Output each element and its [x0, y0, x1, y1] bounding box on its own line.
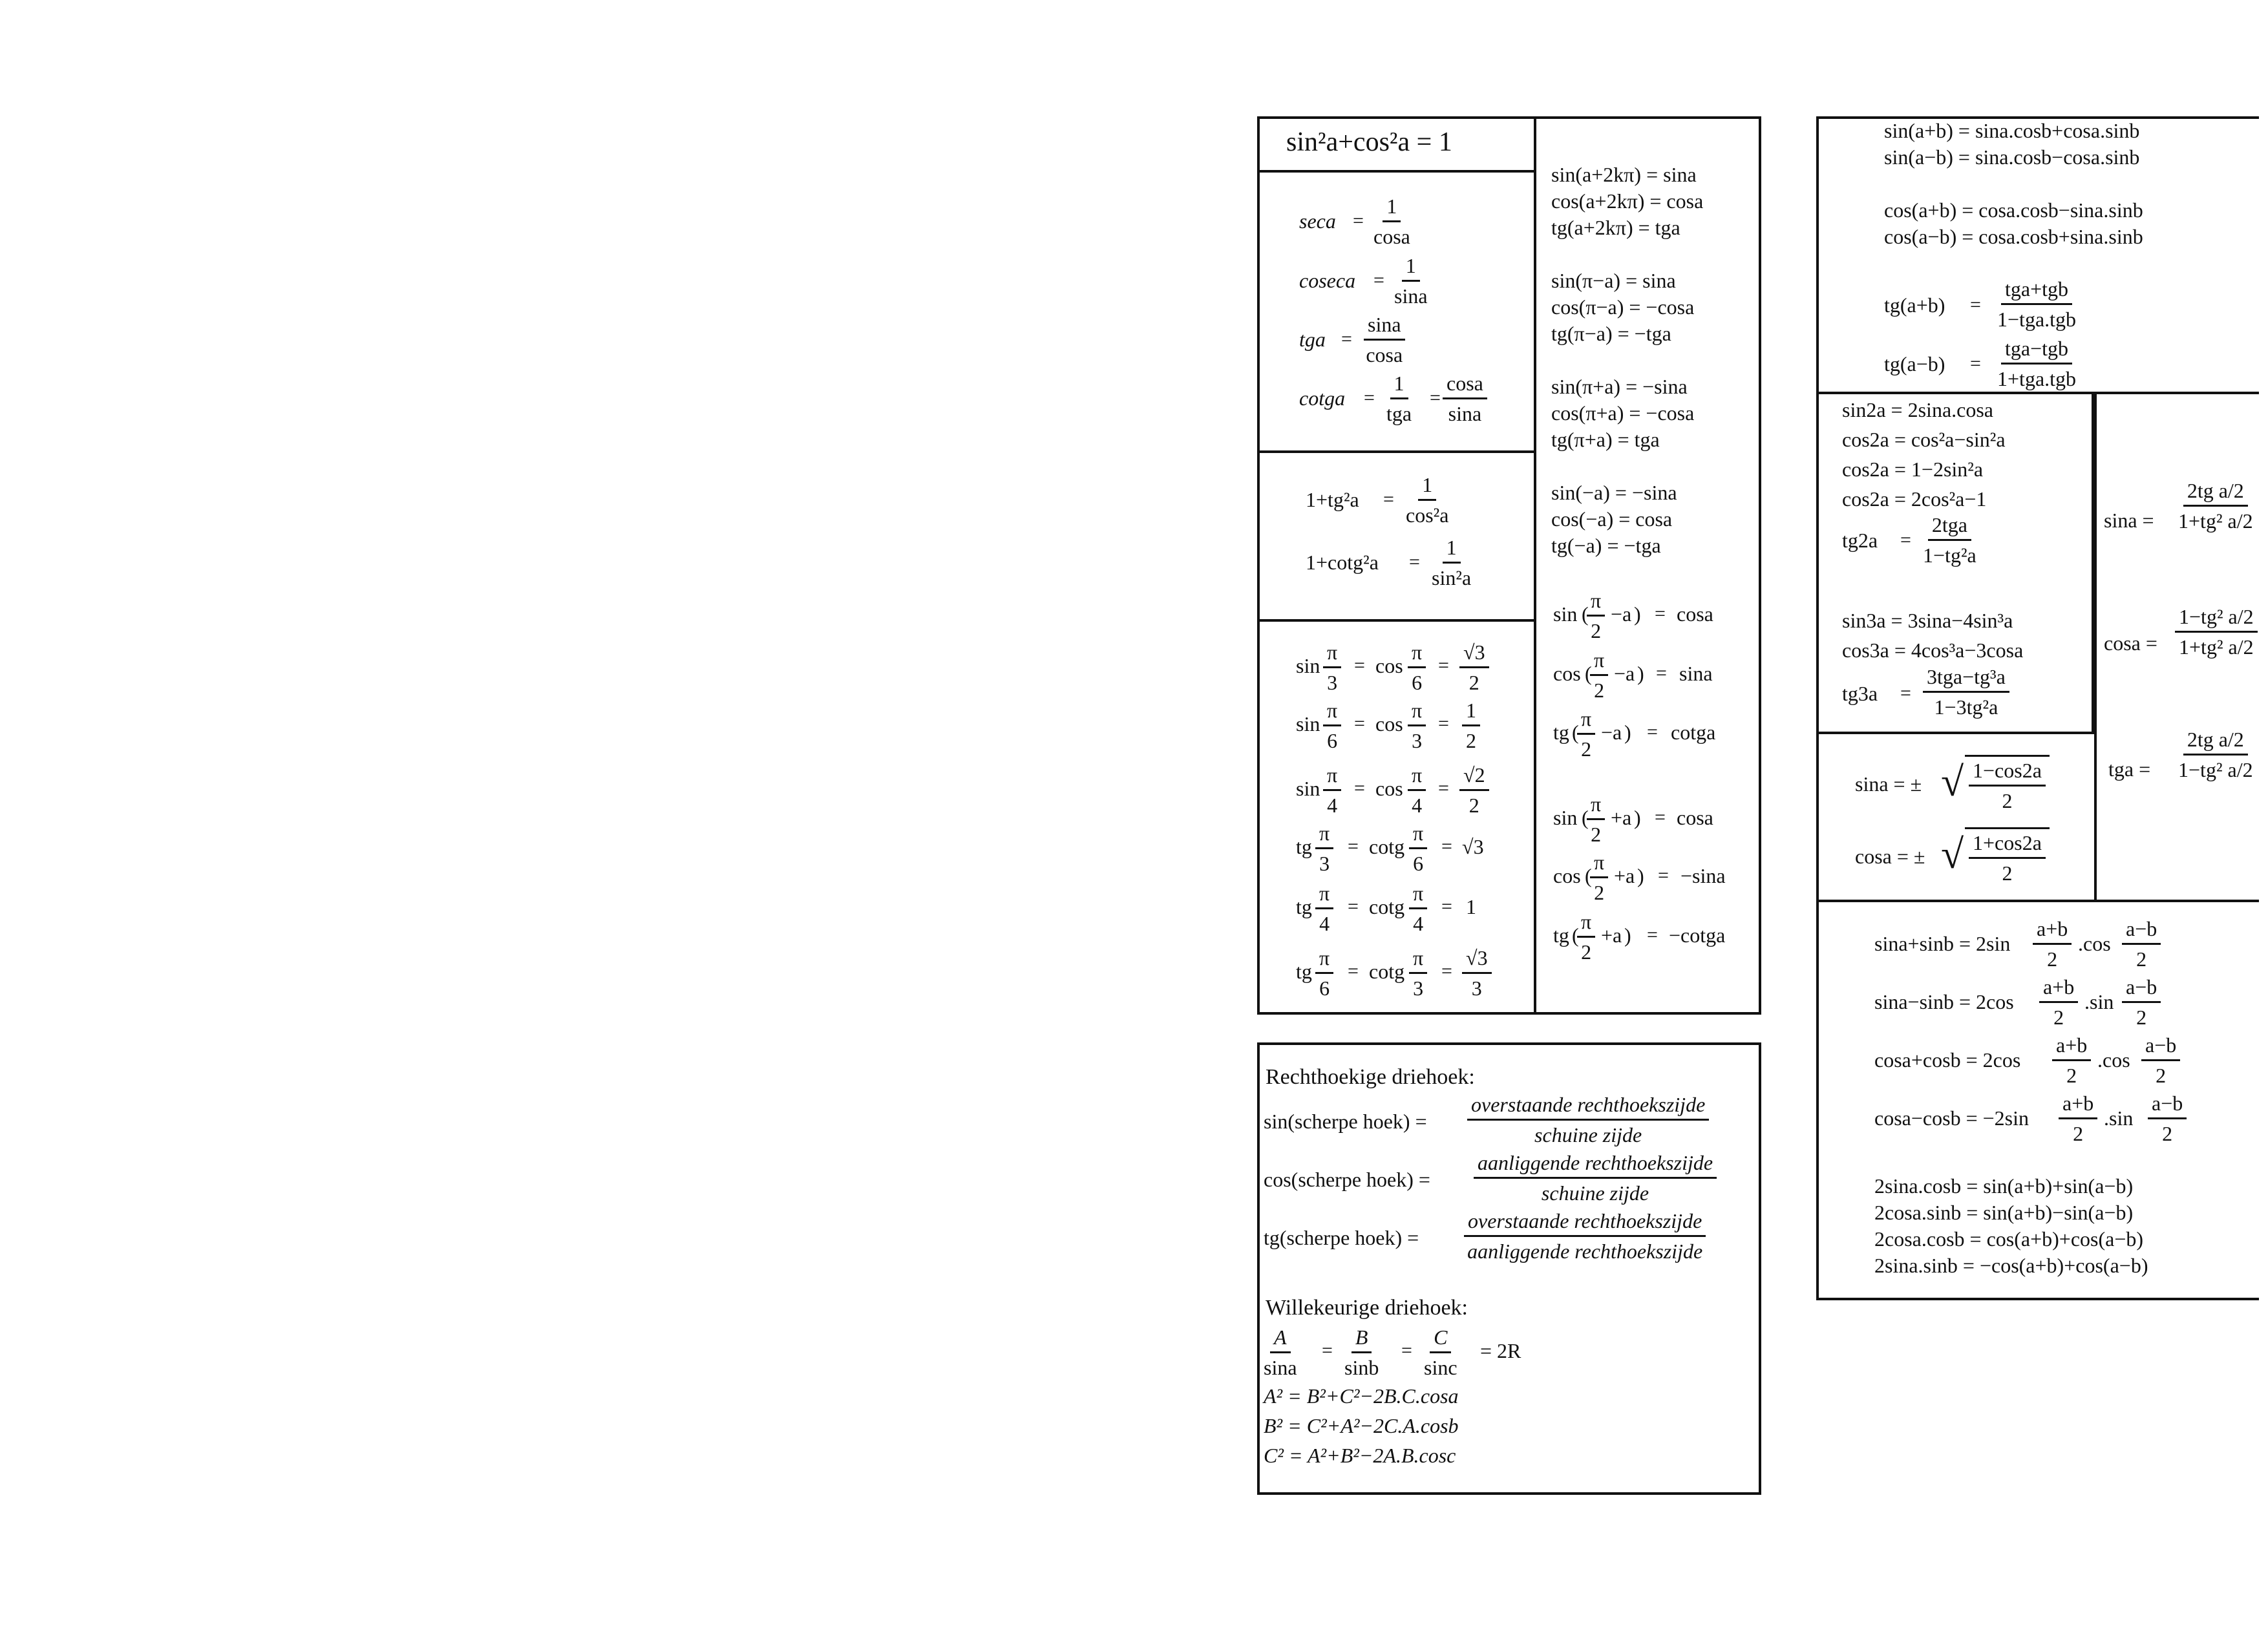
- numerator: a−b: [2141, 1033, 2180, 1061]
- angle-fraction: [1315, 945, 1333, 1000]
- s2p-fraction: $\frac{a+b}{2}$: [2052, 1033, 2091, 1088]
- reciprocal-fraction: [1373, 194, 1410, 249]
- denominator: 1−tg²a: [1923, 544, 1977, 567]
- equals-sign: =: [1658, 865, 1669, 886]
- half-lhs: tga =: [2108, 757, 2151, 781]
- numerator: 2tg a/2: [2183, 727, 2248, 755]
- formula: cos3a = 4cos³a−3cosa: [1842, 639, 2024, 662]
- numerator: aanliggende rechthoekszijde: [1474, 1150, 1717, 1179]
- function-name: cotg: [1369, 835, 1405, 858]
- denominator: sin²a: [1432, 566, 1472, 589]
- angle-fraction: [1409, 945, 1427, 1000]
- equals-sign: =: [1348, 836, 1359, 857]
- half-fraction: [2178, 478, 2253, 533]
- angle-offset: −a: [1601, 721, 1622, 744]
- formula: 2sina.sinb = −cos(a+b)+cos(a−b): [1874, 1254, 2148, 1277]
- denominator: 3: [1471, 977, 1482, 1000]
- s2p-func: cos: [2103, 1048, 2130, 1072]
- angle-fraction: $\frac{\pi}{2}$: [1587, 792, 1605, 847]
- s2p-lhs-text: sina+sinb: [1874, 932, 1954, 955]
- function-name: tg: [1553, 721, 1569, 744]
- numerator: π: [1408, 763, 1426, 791]
- numerator: π: [1323, 698, 1341, 726]
- angle-fraction: [1408, 698, 1426, 753]
- ratio-fraction: [1474, 1150, 1717, 1205]
- equals-sign: =: [1364, 387, 1375, 408]
- function-name: cos: [1553, 864, 1581, 887]
- numerator: tga+tgb: [2001, 277, 2072, 305]
- formula: sin2a = 2sina.cosa: [1842, 398, 1993, 421]
- sine-rule-result: = 2R: [1480, 1339, 1521, 1362]
- divider: [1257, 619, 1535, 622]
- value-fraction: [1459, 763, 1489, 818]
- open-paren: (: [1572, 924, 1579, 947]
- denominator: 3: [1327, 671, 1338, 694]
- tg3a-lhs: tg3a: [1842, 682, 1878, 705]
- close-paren: ): [1624, 924, 1631, 947]
- formula: cos2a = 2cos²a−1: [1842, 487, 1987, 511]
- any-triangle-title: Willekeurige driehoek:: [1266, 1296, 1468, 1320]
- function-name: tg: [1553, 924, 1569, 947]
- angle-fraction: $\frac{\pi}{2}$: [1577, 706, 1595, 761]
- equals-sign: =: [1373, 269, 1384, 291]
- function-name: sin: [1296, 654, 1320, 677]
- equals-sign: =: [1409, 551, 1420, 573]
- half-lhs-text: sina: [2104, 509, 2137, 532]
- identity-fraction: [1432, 535, 1471, 590]
- result: sina: [1679, 662, 1713, 685]
- root-lhs: sina = ±: [1855, 772, 1922, 796]
- equals-sign: =: [1441, 896, 1452, 917]
- sine-rule-fraction: [1424, 1325, 1457, 1380]
- angle-fraction: [1408, 763, 1426, 818]
- function-name: tg: [1296, 835, 1312, 858]
- equals-sign: =: [1354, 777, 1365, 799]
- half-lhs-text: cosa: [2104, 631, 2141, 655]
- value-fraction: [1459, 640, 1489, 695]
- identity-fraction: [1406, 472, 1448, 527]
- lhs-text: sin(scherpe hoek): [1264, 1110, 1410, 1133]
- divider: [1534, 116, 1536, 1015]
- numerator: a+b: [2059, 1091, 2097, 1119]
- denominator: 2: [1468, 794, 1479, 817]
- s2p-func: cos: [2083, 932, 2111, 955]
- formula: cos2a = cos²a−sin²a: [1842, 428, 2006, 451]
- s2p-mid: .sin: [2084, 990, 2114, 1013]
- numerator: 1: [1390, 371, 1408, 399]
- denominator: 1−3tg²a: [1934, 695, 1998, 719]
- denominator: schuine zijde: [1534, 1123, 1642, 1146]
- numerator: cosa: [1443, 371, 1487, 399]
- numerator: 1−cos2a: [1969, 758, 2046, 787]
- result: cotga: [1671, 721, 1716, 744]
- tg2a-lhs: tg2a: [1842, 529, 1878, 552]
- function-name: sin: [1553, 602, 1578, 626]
- open-paren: (: [1585, 864, 1592, 887]
- s2p-lhs-text: cosa−cosb: [1874, 1106, 1961, 1130]
- tg-sum-lhs: tg(a−b): [1884, 352, 1945, 375]
- equals-sign: =: [1438, 713, 1449, 734]
- formula: cos(π+a) = −cosa: [1551, 401, 1695, 425]
- denominator: 1+tg² a/2: [2178, 509, 2253, 533]
- numerator: 1: [1418, 472, 1436, 501]
- numerator: overstaande rechthoekszijde: [1464, 1209, 1706, 1237]
- close-paren: ): [1634, 806, 1641, 829]
- numerator: 1−tg² a/2: [2175, 604, 2258, 633]
- numerator: 2tg a/2: [2183, 478, 2248, 507]
- numerator: π: [1315, 945, 1333, 974]
- reciprocal-fraction: [1443, 371, 1487, 426]
- equals-sign: =: [1383, 489, 1394, 510]
- open-paren: (: [1582, 602, 1589, 626]
- formula: 2sina.cosb = sin(a+b)+sin(a−b): [1874, 1174, 2134, 1198]
- function-name: cotg: [1369, 960, 1405, 983]
- numerator: π: [1323, 763, 1341, 791]
- equals-sign: =: [1354, 713, 1365, 734]
- formula: sin(π−a) = sina: [1551, 269, 1676, 292]
- angle-fraction: [1315, 881, 1333, 936]
- s2p-factor: −2sin: [1982, 1106, 2029, 1130]
- angle-fraction: [1408, 640, 1426, 695]
- divider: [1257, 170, 1535, 173]
- denominator: 4: [1327, 794, 1338, 817]
- equals-sign: =: [1438, 777, 1449, 799]
- sine-rule-fraction: [1264, 1325, 1297, 1380]
- open-paren: (: [1582, 806, 1589, 829]
- numerator: C: [1430, 1325, 1451, 1353]
- identity-lhs: 1+tg²a: [1306, 488, 1359, 511]
- angle-offset: −a: [1611, 602, 1632, 626]
- s2p-fraction: $\frac{a-b}{2}$: [2148, 1091, 2187, 1146]
- denominator: cosa: [1366, 343, 1403, 366]
- divider: [1257, 450, 1535, 453]
- function-name: tg: [1296, 895, 1312, 918]
- tg-sum-fraction: [1997, 277, 2076, 332]
- formula: tg(π−a) = −tga: [1551, 322, 1671, 345]
- numerator: 1+cos2a: [1969, 830, 2046, 859]
- function-name: sin: [1296, 712, 1320, 735]
- reciprocal-lhs: coseca: [1299, 269, 1356, 292]
- formula: cos(−a) = cosa: [1551, 507, 1673, 531]
- numerator: A: [1270, 1325, 1291, 1353]
- denominator: 6: [1412, 671, 1423, 694]
- numerator: π: [1409, 945, 1427, 974]
- angle-offset: +a: [1611, 806, 1632, 829]
- s2p-lhs: sina−sinb = 2cos: [1874, 990, 2014, 1013]
- half-lhs: cosa =: [2104, 631, 2157, 655]
- cosine-rule: C² = A²+B²−2A.B.cosc: [1264, 1444, 1456, 1467]
- numerator: 3tga−tg³a: [1923, 664, 2009, 693]
- function-name: cos: [1375, 654, 1403, 677]
- reciprocal-lhs: tga: [1299, 328, 1326, 351]
- ratio-fraction: [1464, 1209, 1706, 1263]
- angle-fraction: [1323, 763, 1341, 818]
- formula: cos(a+b) = cosa.cosb−sina.sinb: [1884, 198, 2143, 222]
- numerator: π: [1409, 881, 1427, 909]
- formula: cos(a−b) = cosa.cosb+sina.sinb: [1884, 225, 2143, 248]
- numerator: 2tga: [1928, 512, 1971, 541]
- formula: cos(π−a) = −cosa: [1551, 295, 1695, 319]
- angle-fraction: [1409, 881, 1427, 936]
- equals-sign: =: [1970, 353, 1981, 374]
- identity-lhs: 1+cotg²a: [1306, 551, 1379, 574]
- denominator: sina: [1448, 402, 1482, 425]
- s2p-lhs-text: cosa+cosb: [1874, 1048, 1961, 1072]
- s2p-func: sin: [2109, 1106, 2134, 1130]
- numerator: √3: [1462, 945, 1492, 974]
- s2p-mid: .sin: [2104, 1106, 2134, 1130]
- denominator: 1+tga.tgb: [1997, 367, 2077, 390]
- value: 1: [1466, 895, 1476, 918]
- denominator: 1+tg² a/2: [2179, 635, 2254, 659]
- function-name: cos: [1553, 662, 1581, 685]
- value-fraction: [1462, 698, 1480, 753]
- numerator: π: [1409, 821, 1427, 849]
- s2p-fraction: $\frac{a+b}{2}$: [2059, 1091, 2097, 1146]
- s2p-lhs: cosa−cosb = −2sin: [1874, 1106, 2029, 1130]
- close-paren: ): [1637, 662, 1644, 685]
- reciprocal-lhs: cotga: [1299, 386, 1346, 410]
- equals-sign: =: [1441, 836, 1452, 857]
- numerator: 1: [1383, 194, 1401, 222]
- row-lhs: sin(scherpe hoek) =: [1264, 1110, 1427, 1133]
- divider: [1816, 392, 2259, 394]
- result: −cotga: [1669, 924, 1726, 947]
- numerator: 1: [1462, 698, 1480, 726]
- right-triangle-title: Rechthoekige driehoek:: [1266, 1065, 1475, 1089]
- formula: cos(a+2kπ) = cosa: [1551, 189, 1704, 213]
- ratio-fraction: [1467, 1092, 1709, 1147]
- equals-sign: =: [1322, 1340, 1333, 1361]
- numerator: π: [1408, 640, 1426, 668]
- equals-sign: =: [1970, 294, 1981, 315]
- function-name: sin: [1296, 777, 1320, 800]
- tg2a-fraction: [1923, 512, 1977, 567]
- equals-sign: =: [1438, 655, 1449, 676]
- close-paren: ): [1624, 721, 1631, 744]
- numerator: 1: [1443, 535, 1461, 564]
- numerator: π: [1315, 821, 1333, 849]
- s2p-lhs: sina+sinb = 2sin: [1874, 932, 2011, 955]
- half-lhs: sina =: [2104, 509, 2154, 532]
- function-name: cotg: [1369, 895, 1405, 918]
- reciprocal-fraction: [1364, 312, 1405, 367]
- numerator: π: [1323, 640, 1341, 668]
- angle-offset: +a: [1601, 924, 1622, 947]
- denominator: schuine zijde: [1541, 1181, 1649, 1205]
- equals-sign: =: [1341, 328, 1352, 350]
- angle-offset: −a: [1614, 662, 1635, 685]
- reciprocal-lhs: seca: [1299, 209, 1336, 233]
- denominator: aanliggende rechthoekszijde: [1467, 1240, 1703, 1263]
- denominator: 3: [1412, 729, 1423, 752]
- close-paren: ): [1634, 602, 1641, 626]
- formula: sin(π+a) = −sina: [1551, 375, 1688, 398]
- denominator: sina: [1264, 1356, 1297, 1379]
- angle-fraction: $\frac{\pi}{2}$: [1577, 909, 1595, 964]
- numerator: √3: [1459, 640, 1489, 668]
- s2p-mid: .cos: [2078, 932, 2111, 955]
- half-fraction: [2178, 727, 2253, 782]
- equals-sign: =: [1354, 655, 1365, 676]
- root-fraction: [1965, 755, 2050, 813]
- numerator: √2: [1459, 763, 1489, 791]
- reciprocal-fraction: [1386, 371, 1412, 426]
- cosine-rule: B² = C²+A²−2C.A.cosb: [1264, 1414, 1459, 1437]
- function-name: cos: [1375, 712, 1403, 735]
- lhs-text: cos(scherpe hoek): [1264, 1168, 1414, 1191]
- numerator: 1: [1402, 253, 1420, 282]
- angle-fraction: [1323, 640, 1341, 695]
- lhs-text: tg(scherpe hoek): [1264, 1226, 1403, 1249]
- denominator: 2: [2002, 789, 2013, 812]
- tg-sum-fraction: [1997, 336, 2076, 391]
- denominator: 4: [1412, 794, 1423, 817]
- open-paren: (: [1572, 721, 1579, 744]
- denominator: 3: [1413, 977, 1424, 1000]
- angle-fraction: $\frac{\pi}{2}$: [1587, 588, 1605, 643]
- denominator: cosa: [1373, 225, 1410, 248]
- denominator: 4: [1413, 912, 1424, 935]
- equals-sign: =: [1441, 960, 1452, 982]
- equals-sign: =: [1655, 807, 1666, 828]
- denominator: tga: [1386, 402, 1412, 425]
- denominator: 1−tg² a/2: [2178, 758, 2253, 781]
- numerator: π: [1315, 881, 1333, 909]
- angle-offset: +a: [1614, 864, 1635, 887]
- numerator: tga−tgb: [2001, 336, 2072, 364]
- s2p-fraction: $\frac{a-b}{2}$: [2122, 975, 2161, 1030]
- tg3a-fraction: [1923, 664, 2009, 719]
- numerator: a−b: [2148, 1091, 2187, 1119]
- half-fraction: [2175, 604, 2258, 659]
- s2p-factor: 2cos: [1982, 1048, 2021, 1072]
- angle-fraction: $\frac{\pi}{2}$: [1590, 648, 1608, 703]
- equals-sign: =: [1655, 603, 1666, 624]
- result: cosa: [1677, 602, 1713, 626]
- function-name: tg: [1296, 960, 1312, 983]
- open-paren: (: [1585, 662, 1592, 685]
- equals-sign: =: [1900, 682, 1911, 704]
- result: cosa: [1677, 806, 1713, 829]
- numerator: a+b: [2039, 975, 2078, 1003]
- numerator: a+b: [2033, 916, 2072, 945]
- pythagorean-identity: sin²a+cos²a = 1: [1286, 127, 1452, 157]
- denominator: sina: [1394, 284, 1428, 308]
- result: −sina: [1680, 864, 1726, 887]
- denominator: 2: [1466, 729, 1476, 752]
- row-lhs: tg(scherpe hoek) =: [1264, 1226, 1419, 1249]
- numerator: π: [1408, 698, 1426, 726]
- formula: sin(−a) = −sina: [1551, 481, 1677, 504]
- cosine-rule: A² = B²+C²−2B.C.cosa: [1264, 1384, 1459, 1408]
- denominator: sinc: [1424, 1356, 1457, 1379]
- value-fraction: [1462, 945, 1492, 1000]
- angle-fraction: [1409, 821, 1427, 876]
- equals-sign: =: [1353, 210, 1364, 231]
- formula: tg(−a) = −tga: [1551, 534, 1661, 557]
- numerator: a+b: [2052, 1033, 2091, 1061]
- formula: tg(a+2kπ) = tga: [1551, 216, 1680, 239]
- angle-fraction: [1323, 698, 1341, 753]
- root-lhs: cosa = ±: [1855, 845, 1925, 868]
- denominator: cos²a: [1406, 503, 1449, 527]
- denominator: 2: [1468, 671, 1479, 694]
- reciprocal-fraction: [1394, 253, 1428, 308]
- numerator: B: [1351, 1325, 1372, 1353]
- denominator: 6: [1319, 977, 1330, 1000]
- root-fraction: [1965, 827, 2050, 885]
- s2p-fraction: $\frac{a-b}{2}$: [2122, 916, 2161, 971]
- formula: tg(π+a) = tga: [1551, 428, 1660, 451]
- formula: 2cosa.sinb = sin(a+b)−sin(a−b): [1874, 1201, 2134, 1224]
- formula: 2cosa.cosb = cos(a+b)+cos(a−b): [1874, 1227, 2144, 1251]
- s2p-fraction: $\frac{a+b}{2}$: [2033, 916, 2072, 971]
- s2p-factor: 2cos: [1975, 990, 2014, 1013]
- equals-sign: =: [1401, 1340, 1412, 1361]
- s2p-lhs-text: sina−sinb: [1874, 990, 1954, 1013]
- sine-rule-fraction: [1344, 1325, 1379, 1380]
- close-paren: ): [1637, 864, 1644, 887]
- numerator: a−b: [2122, 975, 2161, 1003]
- row-lhs: cos(scherpe hoek) =: [1264, 1168, 1430, 1191]
- equals-sign: =: [1647, 721, 1658, 743]
- formula: cos2a = 1−2sin²a: [1842, 458, 1984, 481]
- numerator: sina: [1364, 312, 1405, 341]
- s2p-func: sin: [2090, 990, 2114, 1013]
- denominator: 3: [1319, 852, 1330, 875]
- equals-sign: =: [1647, 924, 1658, 945]
- formula: sin3a = 3sina−4sin³a: [1842, 609, 2013, 632]
- denominator: 6: [1327, 729, 1338, 752]
- denominator: sinb: [1344, 1356, 1379, 1379]
- denominator: 2: [2002, 861, 2013, 885]
- s2p-mid: .cos: [2097, 1048, 2130, 1072]
- sqrt-sign: √: [1941, 831, 1964, 877]
- sqrt-sign: √: [1941, 759, 1964, 805]
- function-name: cos: [1375, 777, 1403, 800]
- formula: sin(a−b) = sina.cosb−cosa.sinb: [1884, 145, 2140, 169]
- formula: sin(a+b) = sina.cosb+cosa.sinb: [1884, 119, 2140, 142]
- s2p-fraction: $\frac{a-b}{2}$: [2141, 1033, 2180, 1088]
- s2p-factor: 2sin: [1975, 932, 2011, 955]
- denominator: 4: [1319, 912, 1330, 935]
- angle-fraction: $\frac{\pi}{2}$: [1590, 850, 1608, 905]
- equals-sign: =: [1348, 960, 1359, 982]
- numerator: overstaande rechthoekszijde: [1467, 1092, 1709, 1121]
- formula: sin(a+2kπ) = sina: [1551, 163, 1697, 186]
- equals-sign: =: [1900, 529, 1911, 551]
- equals-sign: =: [1430, 387, 1441, 408]
- function-name: sin: [1553, 806, 1578, 829]
- value: √3: [1462, 835, 1484, 858]
- denominator: 1−tga.tgb: [1997, 308, 2077, 331]
- equals-sign: =: [1348, 896, 1359, 917]
- tg-sum-lhs: tg(a+b): [1884, 293, 1945, 317]
- s2p-lhs: cosa+cosb = 2cos: [1874, 1048, 2021, 1072]
- equals-sign: =: [1656, 662, 1667, 684]
- s2p-fraction: $\frac{a+b}{2}$: [2039, 975, 2078, 1030]
- half-lhs-text: tga: [2108, 757, 2134, 781]
- denominator: 6: [1413, 852, 1424, 875]
- numerator: a−b: [2122, 916, 2161, 945]
- angle-fraction: [1315, 821, 1333, 876]
